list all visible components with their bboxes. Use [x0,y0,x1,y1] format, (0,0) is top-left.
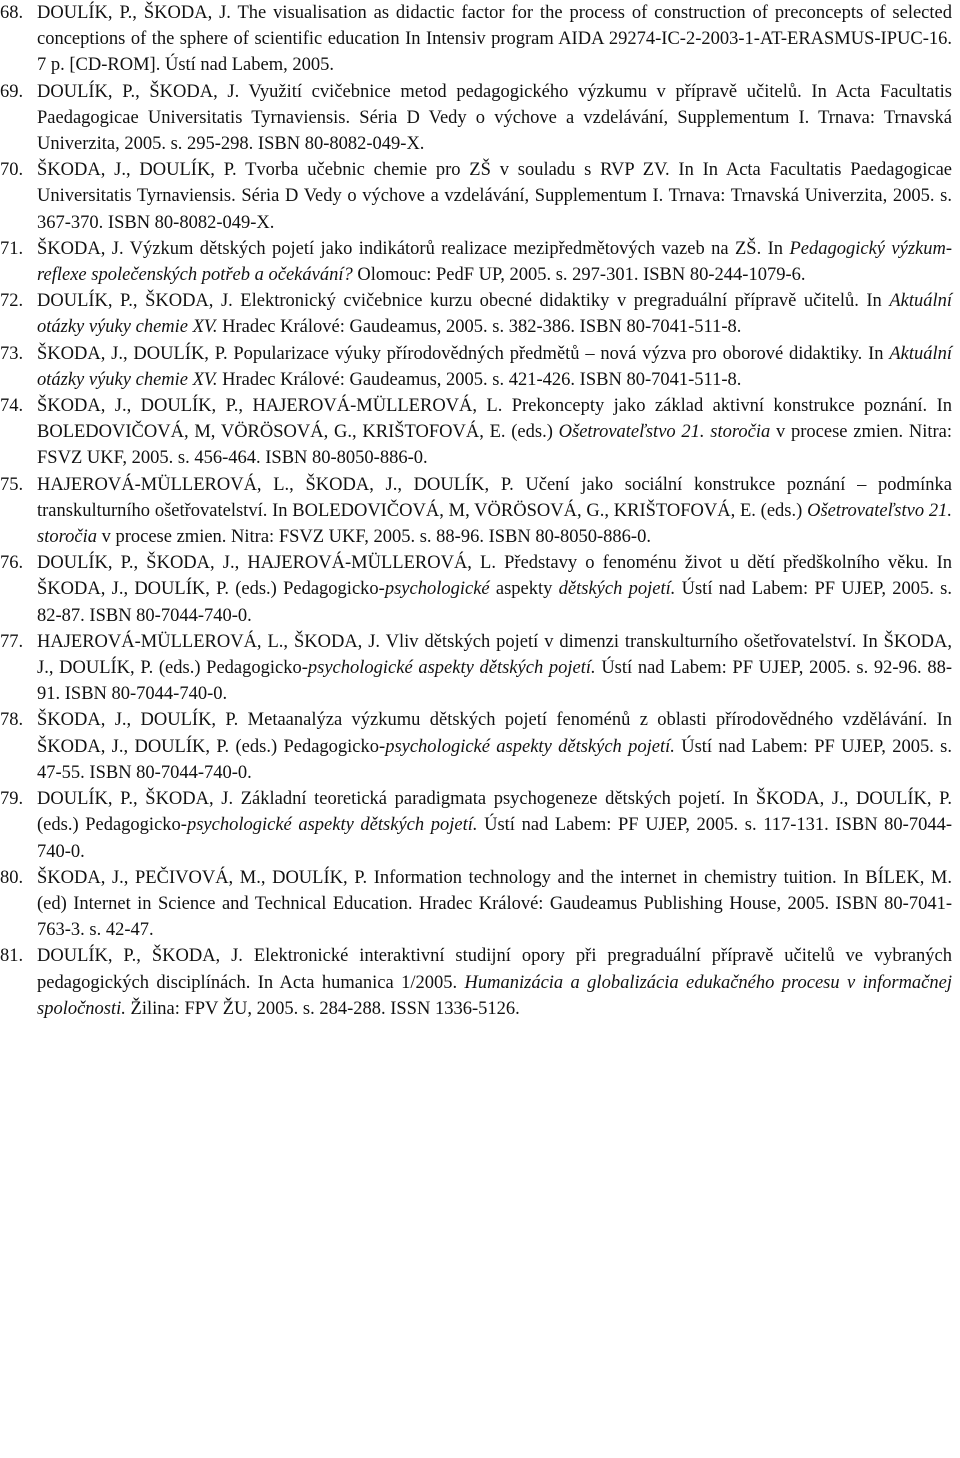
reference-text: DOULÍK, P., ŠKODA, J., HAJEROVÁ-MÜLLEROVÁ, L. Představy o fenoménu život u dětí předškolního věku. In ŠKODA, J., DOULÍK, P. (eds.) Pedagogicko- [37,553,952,600]
reference-text: Ústí nad Labem: PF UJEP, 2005. s. 92-96. 88-91. ISBN 80-7044-740-0. [37,658,953,705]
reference-number: 70. [0,160,24,181]
reference-text: ŠKODA, J., DOULÍK, P. Metaanalýza výzkumu dětských pojetí fenoménů z oblasti přírodovědného vzdělávání. In ŠKODA, J., DOULÍK, P. (eds.) Pedagogicko- [37,710,952,757]
reference-item [0,865,952,944]
reference-text: v procese zmien. Nitra: FSVZ UKF, 2005. s. 88-96. ISBN 80-8050-886-0. [96,527,651,548]
reference-number: 77. [0,631,24,652]
reference-title-italic: Ošetrovateľstvo 21. storočia [37,500,952,548]
reference-number: 71. [0,238,24,259]
reference-item [0,707,952,786]
reference-number: 68. [0,3,24,23]
reference-text: ŠKODA, J., DOULÍK, P. Popularizace výuky přírodovědných předmětů – nová výzva pro oborové didaktiky. In [37,343,890,364]
reference-item [0,943,952,1022]
reference-text: HAJEROVÁ-MÜLLEROVÁ, L., ŠKODA, J. Vliv dětských pojetí v dimenzi transkulturního ošetřovatelství. In ŠKODA, J., DOULÍK, P. (eds.) Pedagogicko- [37,631,952,679]
reference-title-italic: psychologické aspekty dětských pojetí. [186,815,478,836]
reference-text: DOULÍK, P., ŠKODA, J. Elektronické interaktivní studijní opory při pregraduální přípravě učitelů ve vybraných pedagogických disciplínách. In Acta humanica 1/2005. [37,946,952,993]
reference-text: Ústí nad Labem: PF UJEP, 2005. s. 47-55. ISBN 80-7044-740-0. [37,736,953,783]
reference-number: 76. [0,553,24,574]
reference-item [0,786,952,865]
reference-item [0,236,952,288]
reference-item [0,393,952,472]
reference-title-italic: psychologické aspekty dětských pojetí. [385,736,675,757]
reference-number: 75. [0,474,24,495]
reference-item [0,0,952,79]
reference-title-italic: Aktuální otázky výuky chemie XV. [37,343,952,390]
reference-title-italic: dětských pojetí. [558,579,676,600]
reference-number: 74. [0,396,24,417]
reference-text: ŠKODA, J., DOULÍK, P. Tvorba učebnic chemie pro ZŠ v souladu s RVP ZV. In In Acta Facultatis Paedagogicae Universitatis Tyrnaviensis. Séria D Vedy o výchove a vzdelávání, Supplementum I. Trnava: Trnavská Univerzita, 2005. s. 367-370. ISBN 80-8082-049-X. [37,160,952,233]
reference-item [0,341,952,393]
reference-text: ŠKODA, J., PEČIVOVÁ, M., DOULÍK, P. Information technology and the internet in chemistry tuition. In BÍLEK, M. (ed) Internet in Science and Technical Education. Hradec Králové: Gaudeamus Publishing House, 2005. ISBN 80-7041-763-3. s. 42-47. [37,867,952,941]
reference-item [0,157,952,236]
reference-text: Ústí nad Labem: PF UJEP, 2005. s. 117-131. ISBN 80-7044-740-0. [37,815,953,862]
reference-number: 69. [0,81,24,102]
reference-text: Hradec Králové: Gaudeamus, 2005. s. 382-386. ISBN 80-7041-511-8. [217,317,742,338]
reference-item [0,472,952,551]
reference-text: aspekty [489,579,559,600]
reference-title-italic: Ošetrovateľstvo 21. storočia [558,422,771,443]
reference-number: 72. [0,291,24,312]
reference-text: ŠKODA, J., DOULÍK, P., HAJEROVÁ-MÜLLEROVÁ, L. Prekoncepty jako základ aktivní konstrukce poznání. In BOLEDOVIČOVÁ, M, VÖRÖSOVÁ, G., KRIŠTOFOVÁ, E. (eds.) [37,396,952,443]
reference-number: 73. [0,343,24,364]
reference-text: Ústí nad Labem: PF UJEP, 2005. s. 82-87. ISBN 80-7044-740-0. [37,579,952,626]
reference-item [0,288,952,340]
reference-title-italic: psychologické [384,579,490,600]
reference-item [0,629,952,708]
reference-text: DOULÍK, P., ŠKODA, J. Využití cvičebnice metod pedagogického výzkumu v přípravě učitelů. In Acta Facultatis Paedagogicae Universitatis Tyrnaviensis. Séria D Vedy o výchove a vzdelávání, Supplementum I. Trnava: Trnavská Univerzita, 2005. s. 295-298. ISBN 80-8082-049-X. [37,81,952,155]
reference-number: 80. [0,867,24,888]
reference-title-italic: psychologické aspekty dětských pojetí. [307,658,596,679]
reference-number: 81. [0,946,24,967]
reference-title-italic: Pedagogický výzkum-reflexe společenských potřeb a očekávání? [37,238,953,286]
reference-number: 78. [0,710,24,731]
reference-text: ŠKODA, J. Výzkum dětských pojetí jako indikátorů realizace mezipředmětových vazeb na ZŠ. In [37,238,790,259]
reference-number: 79. [0,789,24,810]
reference-text: HAJEROVÁ-MÜLLEROVÁ, L., ŠKODA, J., DOULÍK, P. Učení jako sociální konstrukce poznání – podmínka transkulturního ošetřovatelství. In BOLEDOVIČOVÁ, M, VÖRÖSOVÁ, G., KRIŠTOFOVÁ, E. (eds.) [37,474,952,521]
reference-item [0,550,952,629]
reference-text: Hradec Králové: Gaudeamus, 2005. s. 421-426. ISBN 80-7041-511-8. [217,369,742,390]
reference-title-italic: Humanizácia a globalizácia edukačného procesu v informačnej spoločnosti. [37,972,952,1019]
reference-text: DOULÍK, P., ŠKODA, J. Elektronický cvičebnice kurzu obecné didaktiky v pregraduální přípravě učitelů. In [37,291,890,312]
reference-text: DOULÍK, P., ŠKODA, J. Základní teoretická paradigmata psychogeneze dětských pojetí. In ŠKODA, J., DOULÍK, P. (eds.) Pedagogicko- [37,789,952,836]
reference-text: Žilina: FPV ŽU, 2005. s. 284-288. ISSN 1336-5126. [125,998,520,1019]
reference-text: v procese zmien. Nitra: FSVZ UKF, 2005. s. 456-464. ISBN 80-8050-886-0. [37,422,952,469]
reference-item [0,79,952,158]
reference-text: DOULÍK, P., ŠKODA, J. The visualisation as didactic factor for the process of construction of preconcepts of selected conceptions of the sphere of scientific education In Intensiv program AIDA 29274-IC-2-2003-1-AT-ERASMUS-IPUC-16. 7 p. [CD-ROM]. Ústí nad Labem, 2005. [37,3,952,76]
reference-title-italic: Aktuální otázky výuky chemie XV. [37,291,952,338]
reference-text: Olomouc: PedF UP, 2005. s. 297-301. ISBN 80-244-1079-6. [352,265,806,286]
